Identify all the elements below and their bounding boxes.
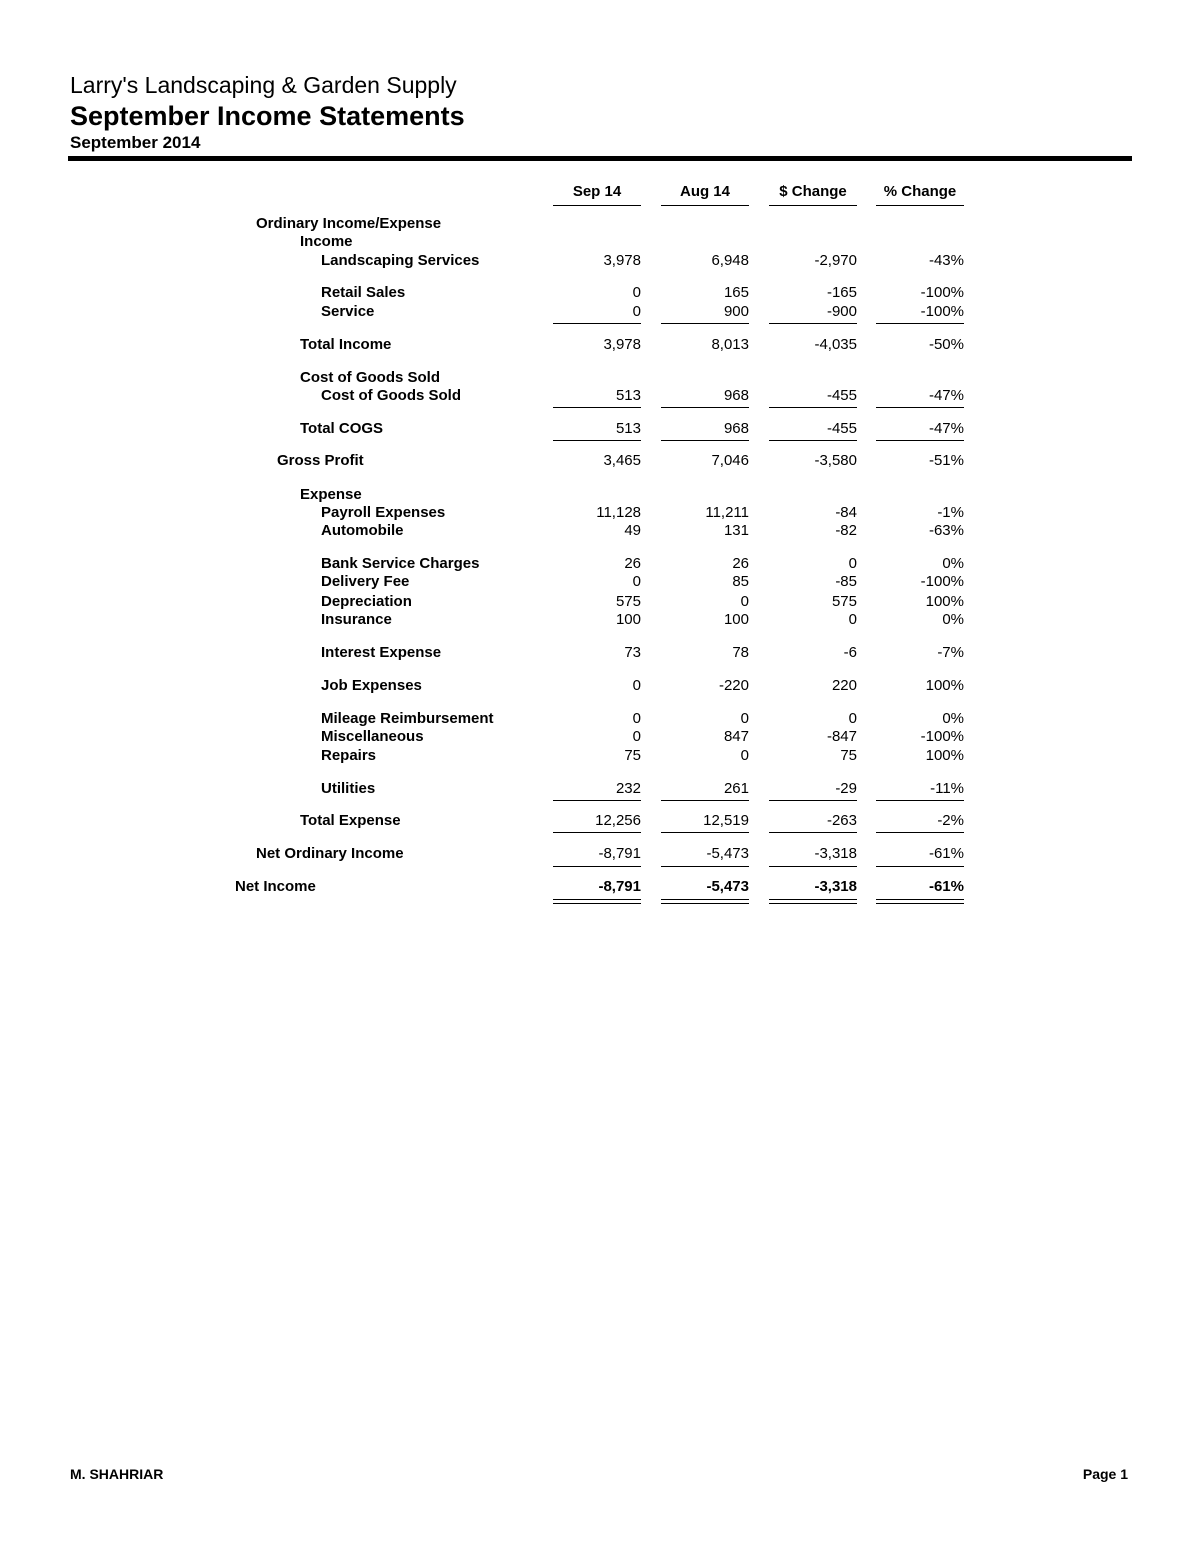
- subtotal-rule: [553, 899, 641, 900]
- subtotal-rule: [876, 903, 964, 904]
- row-value: 100%: [925, 747, 964, 764]
- row-value: -263: [826, 812, 857, 829]
- row-label: Cost of Goods Sold: [300, 369, 440, 386]
- row-label: Bank Service Charges: [321, 555, 480, 572]
- row-value: -1%: [937, 504, 964, 521]
- row-value: 7,046: [711, 452, 749, 469]
- statement-row: [0, 593, 1200, 611]
- row-value: 900: [723, 303, 749, 320]
- row-value: 0: [848, 555, 857, 572]
- row-value: -455: [826, 387, 857, 404]
- row-value: 85: [732, 573, 749, 590]
- statement-row: [0, 522, 1200, 540]
- subtotal-rule: [661, 903, 749, 904]
- row-label: Interest Expense: [321, 644, 442, 661]
- subtotal-rule: [553, 407, 641, 408]
- subtotal-rule: [876, 832, 964, 833]
- subtotal-rule: [769, 903, 857, 904]
- row-value: -100%: [920, 728, 964, 745]
- row-value: 0: [632, 677, 641, 694]
- subtotal-rule: [661, 800, 749, 801]
- statement-row: [0, 728, 1200, 746]
- row-value: 575: [831, 593, 857, 610]
- row-label: Total COGS: [300, 420, 384, 437]
- row-label: Job Expenses: [321, 677, 422, 694]
- subtotal-rule: [661, 832, 749, 833]
- row-value: 220: [831, 677, 857, 694]
- subtotal-rule: [769, 407, 857, 408]
- row-value: 0%: [942, 710, 964, 727]
- row-value: 3,978: [603, 336, 641, 353]
- row-value: 100: [615, 611, 641, 628]
- row-value: 3,465: [603, 452, 641, 469]
- row-value: -3,318: [814, 878, 857, 895]
- row-value: 3,978: [603, 252, 641, 269]
- row-label: Service: [321, 303, 375, 320]
- subtotal-rule: [661, 899, 749, 900]
- row-value: 12,256: [595, 812, 641, 829]
- row-value: -50%: [928, 336, 964, 353]
- row-value: -220: [718, 677, 749, 694]
- row-value: -29: [835, 780, 857, 797]
- statement-row: [0, 252, 1200, 270]
- subtotal-rule: [553, 832, 641, 833]
- row-label: Total Income: [300, 336, 392, 353]
- subtotal-rule: [661, 407, 749, 408]
- row-value: 0: [632, 303, 641, 320]
- row-value: 8,013: [711, 336, 749, 353]
- row-label: Utilities: [321, 780, 376, 797]
- statement-row: [0, 215, 1200, 233]
- row-value: -8,791: [598, 845, 641, 862]
- row-value: 0: [632, 573, 641, 590]
- row-value: -100%: [920, 284, 964, 301]
- subtotal-rule: [769, 800, 857, 801]
- row-value: 968: [723, 387, 749, 404]
- row-value: -5,473: [706, 878, 749, 895]
- statement-row: [0, 486, 1200, 504]
- row-value: -8,791: [598, 878, 641, 895]
- subtotal-rule: [769, 323, 857, 324]
- row-value: -100%: [920, 573, 964, 590]
- row-value: -63%: [928, 522, 964, 539]
- row-label: Net Ordinary Income: [256, 845, 404, 862]
- statement-row: [0, 555, 1200, 573]
- row-value: -84: [835, 504, 857, 521]
- row-value: 11,128: [596, 504, 641, 521]
- row-value: -5,473: [706, 845, 749, 862]
- row-label: Retail Sales: [321, 284, 406, 301]
- statement-row: [0, 420, 1200, 438]
- row-value: -3,580: [814, 452, 857, 469]
- subtotal-rule: [876, 323, 964, 324]
- row-value: -900: [826, 303, 857, 320]
- row-label: Payroll Expenses: [321, 504, 446, 521]
- row-value: 100%: [925, 593, 964, 610]
- subtotal-rule: [769, 899, 857, 900]
- row-label: Ordinary Income/Expense: [256, 215, 442, 232]
- column-header-percent-change: % Change: [876, 183, 964, 206]
- row-value: 73: [624, 644, 641, 661]
- subtotal-rule: [769, 440, 857, 441]
- row-value: 0%: [942, 555, 964, 572]
- company-name: Larry's Landscaping & Garden Supply: [70, 72, 457, 98]
- row-value: 165: [723, 284, 749, 301]
- row-value: 49: [624, 522, 641, 539]
- subtotal-rule: [553, 866, 641, 867]
- row-value: 75: [840, 747, 857, 764]
- row-value: 0%: [942, 611, 964, 628]
- row-value: 0: [740, 747, 749, 764]
- row-value: 26: [624, 555, 641, 572]
- row-value: 6,948: [711, 252, 749, 269]
- row-label: Depreciation: [321, 593, 412, 610]
- statement-row: [0, 845, 1200, 863]
- statement-row: [0, 812, 1200, 830]
- row-label: Mileage Reimbursement: [321, 710, 494, 727]
- subtotal-rule: [553, 800, 641, 801]
- report-header: [70, 70, 1132, 154]
- row-value: 847: [723, 728, 749, 745]
- row-label: Income: [300, 233, 353, 250]
- subtotal-rule: [769, 832, 857, 833]
- row-value: -61%: [928, 845, 964, 862]
- row-label: Gross Profit: [277, 452, 364, 469]
- row-value: -82: [835, 522, 857, 539]
- statement-row: [0, 303, 1200, 321]
- subtotal-rule: [553, 323, 641, 324]
- column-header-sep14: Sep 14: [553, 183, 641, 206]
- statement-row: [0, 284, 1200, 302]
- statement-row: [0, 644, 1200, 662]
- row-value: 0: [632, 710, 641, 727]
- row-value: 0: [632, 284, 641, 301]
- row-value: 968: [723, 420, 749, 437]
- row-label: Net Income: [235, 878, 316, 895]
- statement-row: [0, 710, 1200, 728]
- footer-author: M. SHAHRIAR: [70, 1466, 164, 1482]
- subtotal-rule: [661, 440, 749, 441]
- row-value: 575: [615, 593, 641, 610]
- subtotal-rule: [661, 323, 749, 324]
- row-label: Landscaping Services: [321, 252, 480, 269]
- row-value: -6: [843, 644, 857, 661]
- row-value: -2%: [937, 812, 964, 829]
- row-value: -43%: [928, 252, 964, 269]
- subtotal-rule: [769, 866, 857, 867]
- statement-row: [0, 747, 1200, 765]
- row-value: -47%: [928, 420, 964, 437]
- row-value: 0: [848, 710, 857, 727]
- row-value: -100%: [920, 303, 964, 320]
- row-value: -85: [835, 573, 857, 590]
- row-value: 26: [732, 555, 749, 572]
- row-label: Total Expense: [300, 812, 401, 829]
- subtotal-rule: [876, 440, 964, 441]
- subtotal-rule: [661, 866, 749, 867]
- row-value: 0: [632, 728, 641, 745]
- row-value: -3,318: [814, 845, 857, 862]
- row-label: Insurance: [321, 611, 392, 628]
- subtotal-rule: [876, 407, 964, 408]
- column-header-dollar-change: $ Change: [769, 183, 857, 206]
- row-value: -7%: [937, 644, 964, 661]
- statement-row: [0, 452, 1200, 470]
- row-value: 12,519: [703, 812, 749, 829]
- row-value: -2,970: [814, 252, 857, 269]
- row-value: 131: [723, 522, 749, 539]
- row-value: -47%: [928, 387, 964, 404]
- row-value: 11,211: [705, 504, 749, 521]
- statement-row: [0, 780, 1200, 798]
- row-value: 0: [740, 593, 749, 610]
- subtotal-rule: [876, 899, 964, 900]
- subtotal-rule: [553, 903, 641, 904]
- row-value: 232: [615, 780, 641, 797]
- statement-row: [0, 504, 1200, 522]
- column-header-aug14: Aug 14: [661, 183, 749, 206]
- row-value: 78: [732, 644, 749, 661]
- row-label: Expense: [300, 486, 362, 503]
- statement-row: [0, 677, 1200, 695]
- subtotal-rule: [876, 866, 964, 867]
- row-value: 100%: [925, 677, 964, 694]
- subtotal-rule: [876, 800, 964, 801]
- row-value: 75: [624, 747, 641, 764]
- row-value: 0: [848, 611, 857, 628]
- statement-row: [0, 573, 1200, 591]
- row-value: -51%: [928, 452, 964, 469]
- row-value: 0: [740, 710, 749, 727]
- statement-row: [0, 878, 1200, 896]
- statement-row: [0, 387, 1200, 405]
- row-value: -165: [826, 284, 857, 301]
- row-value: -61%: [928, 878, 964, 895]
- report-title: September Income Statements: [70, 101, 465, 131]
- row-label: Automobile: [321, 522, 404, 539]
- row-value: 513: [615, 387, 641, 404]
- row-value: 261: [723, 780, 749, 797]
- row-value: -4,035: [814, 336, 857, 353]
- row-label: Miscellaneous: [321, 728, 424, 745]
- statement-row: [0, 611, 1200, 629]
- subtotal-rule: [553, 440, 641, 441]
- row-value: 513: [615, 420, 641, 437]
- row-value: -455: [826, 420, 857, 437]
- header-rule: [68, 156, 1132, 161]
- statement-row: [0, 336, 1200, 354]
- statement-row: [0, 233, 1200, 251]
- footer-page-number: Page 1: [1082, 1466, 1128, 1482]
- row-value: -847: [826, 728, 857, 745]
- row-value: -11%: [930, 780, 964, 797]
- row-label: Cost of Goods Sold: [321, 387, 461, 404]
- row-value: 100: [723, 611, 749, 628]
- statement-row: [0, 369, 1200, 387]
- report-period: September 2014: [70, 133, 201, 152]
- row-label: Repairs: [321, 747, 377, 764]
- row-label: Delivery Fee: [321, 573, 410, 590]
